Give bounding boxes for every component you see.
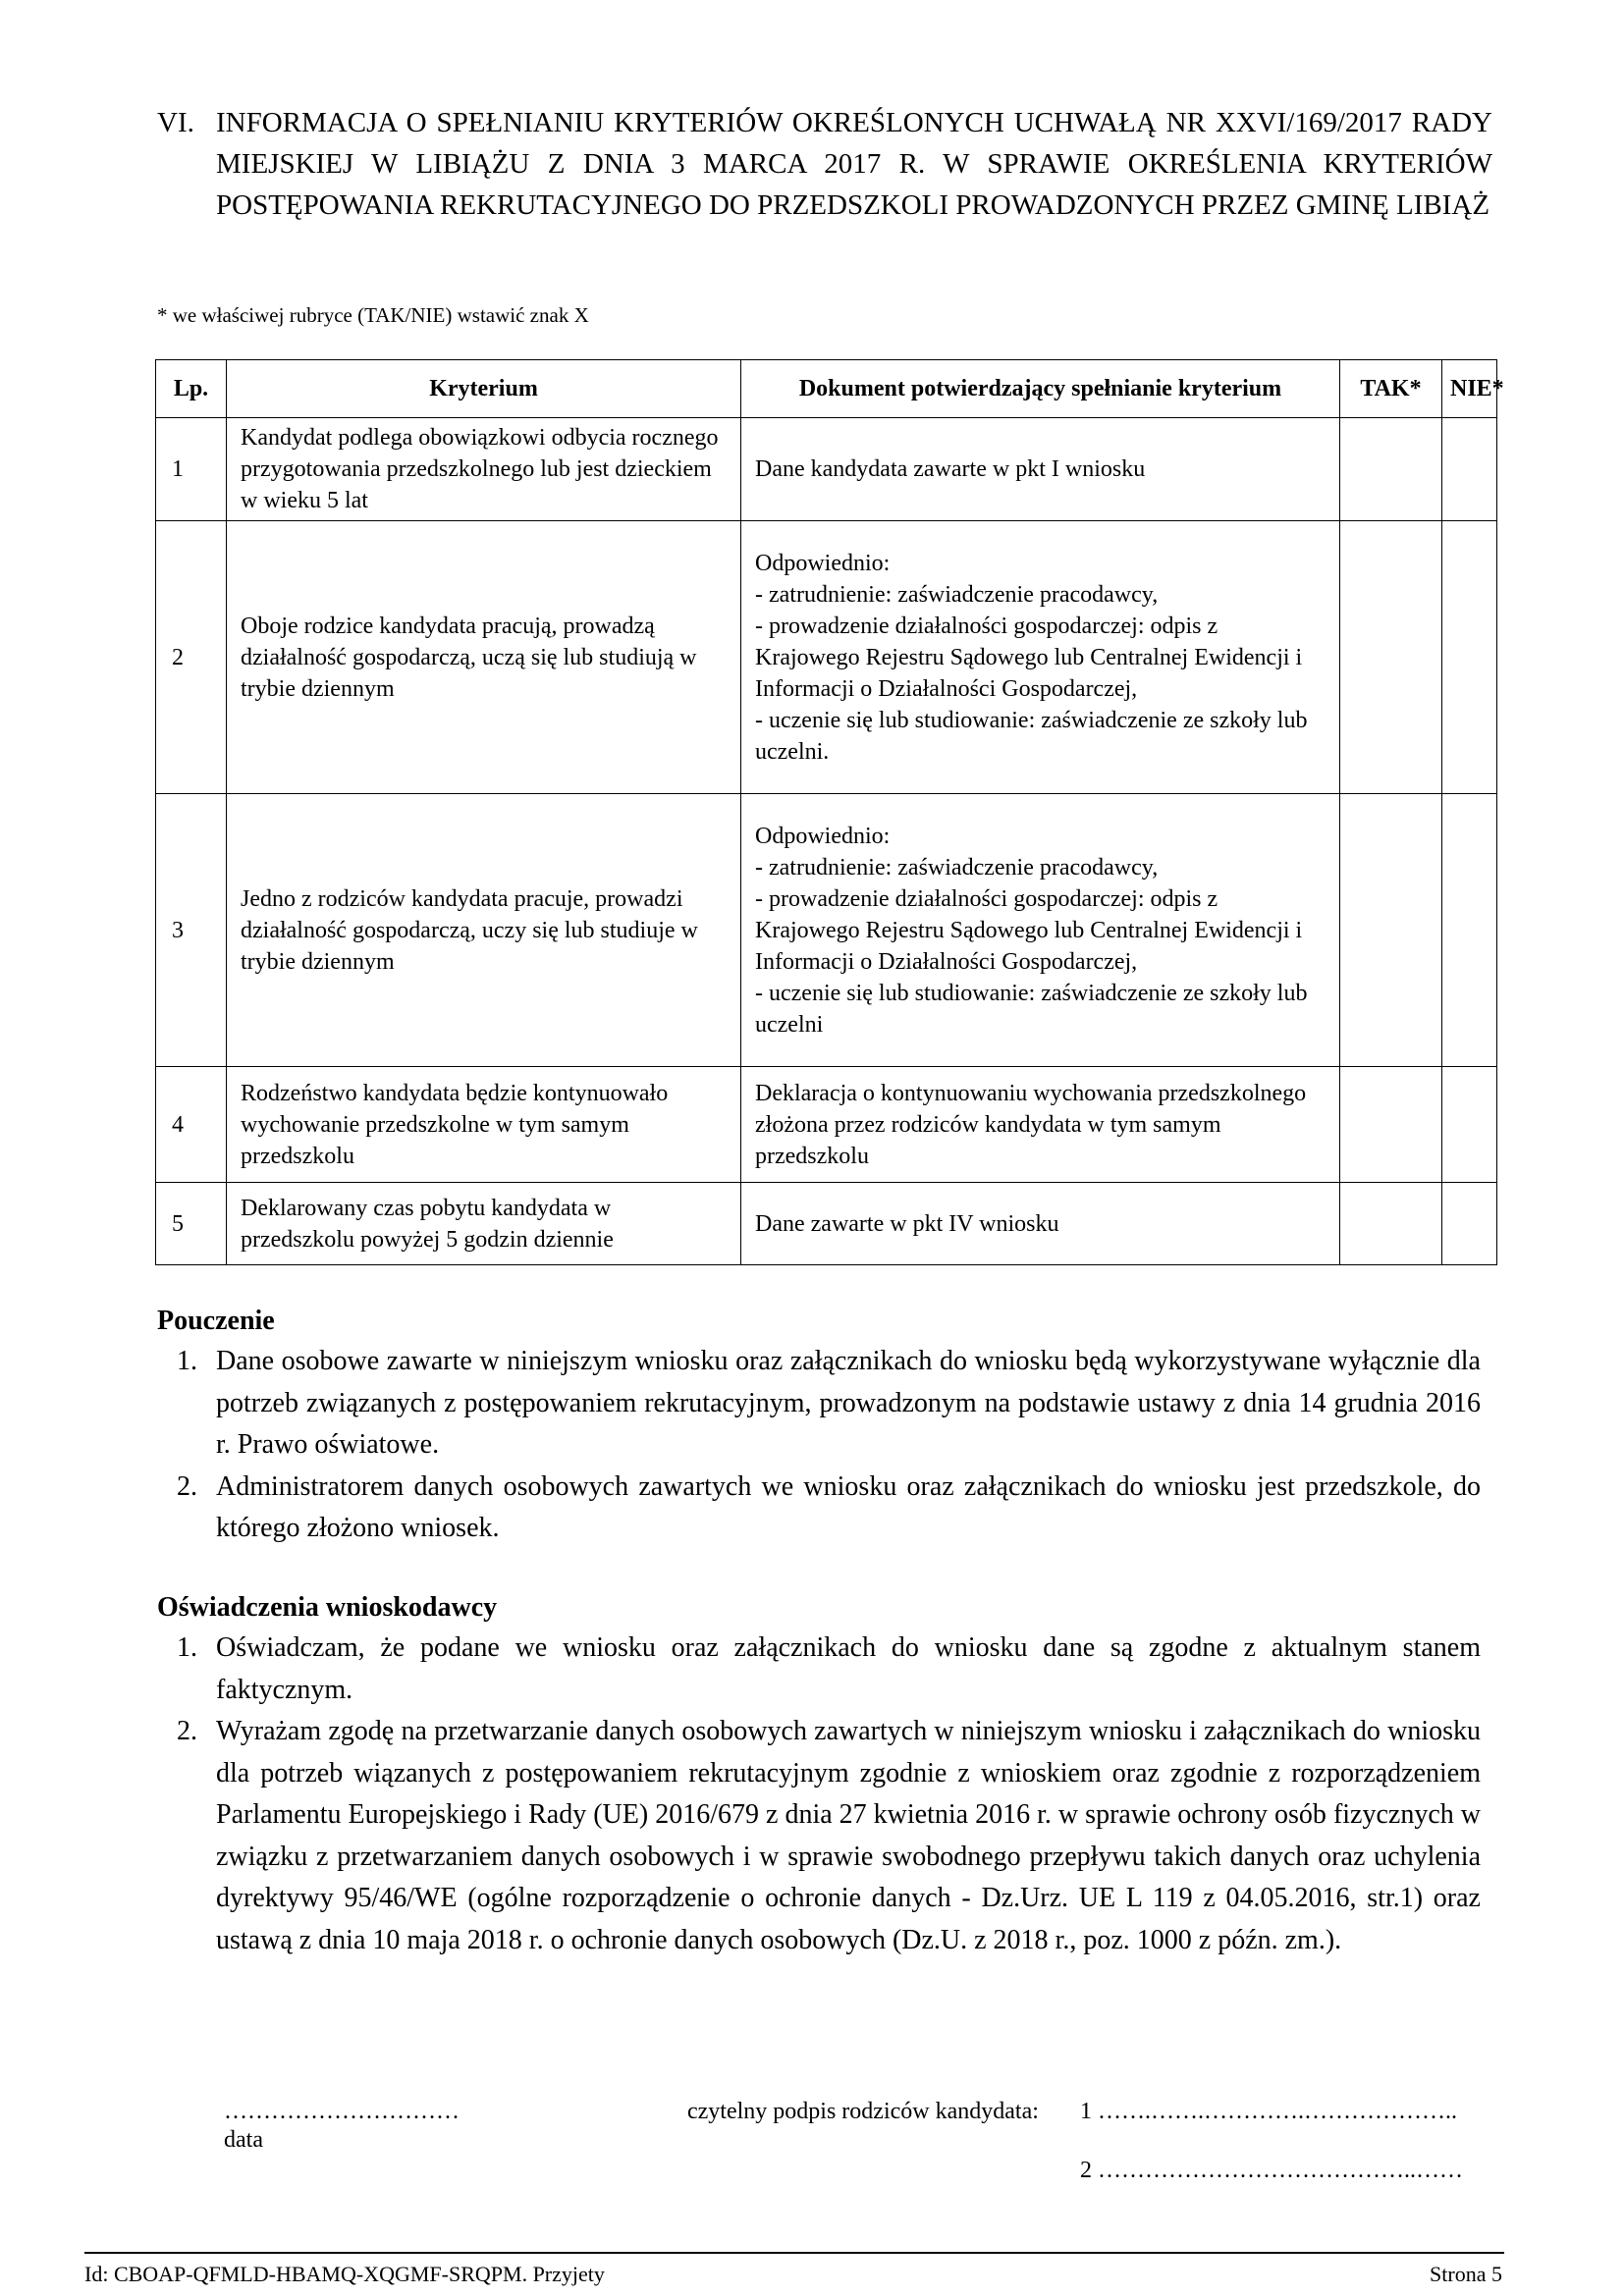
table-header-row — [156, 360, 1497, 418]
row-criterion: Deklarowany czas pobytu kandydata w przedszkolu powyżej 5 godzin dziennie — [227, 1183, 741, 1265]
no-checkbox-cell[interactable] — [1442, 1067, 1497, 1183]
section-header — [157, 102, 1492, 226]
header-lp: Lp. — [156, 360, 227, 418]
no-checkbox-cell[interactable] — [1442, 1183, 1497, 1265]
document-line: - zatrudnienie: zaświadczenie pracodawcy, — [755, 854, 1159, 881]
parent-signature-line-1[interactable]: 1 …….…….………….……………….. — [1080, 2099, 1457, 2124]
yes-checkbox-cell[interactable] — [1340, 1183, 1442, 1265]
header-criterion: Kryterium — [227, 360, 741, 418]
yes-checkbox-cell[interactable] — [1340, 418, 1442, 521]
list-item — [157, 1711, 1481, 1961]
header-yes: TAK* — [1340, 360, 1442, 418]
pouczenie-list — [157, 1341, 1481, 1550]
pouczenie-heading: Pouczenie — [157, 1306, 275, 1336]
no-checkbox-cell[interactable] — [1442, 794, 1497, 1067]
table-row — [156, 1067, 1497, 1183]
document-line: Odpowiednio: — [755, 550, 891, 576]
document-line: - zatrudnienie: zaświadczenie pracodawcy, — [755, 581, 1159, 608]
row-document — [741, 1067, 1340, 1183]
list-item — [157, 1467, 1481, 1550]
oswiadczenia-heading: Oświadczenia wnioskodawcy — [157, 1592, 498, 1623]
row-number: 5 — [156, 1183, 227, 1265]
criteria-table — [155, 359, 1504, 1265]
table-row — [156, 418, 1497, 521]
row-criterion: Kandydat podlega obowiązkowi odbycia rocznego przygotowania przedszkolnego lub jest dzieckiem w wieku 5 lat — [227, 418, 741, 521]
yes-checkbox-cell[interactable] — [1340, 1067, 1442, 1183]
row-document — [741, 418, 1340, 521]
no-checkbox-cell[interactable] — [1442, 521, 1497, 794]
oswiadczenia-list — [157, 1628, 1481, 1961]
list-item-number: 2. — [177, 1470, 197, 1502]
row-number: 3 — [156, 794, 227, 1067]
list-item-number: 1. — [177, 1632, 197, 1663]
header-no: NIE* — [1442, 360, 1497, 418]
document-line: - prowadzenie działalności gospodarczej: odpis z Krajowego Rejestru Sądowego lub Centralnej Ewidencji i Informacji o Działalności Gospodarczej, — [755, 613, 1303, 702]
document-id: Id: CBOAP-QFMLD-HBAMQ-XQGMF-SRQPM. Przyjety — [84, 2262, 605, 2286]
row-criterion: Jedno z rodziców kandydata pracuje, prowadzi działalność gospodarczą, uczy się lub studiuje w trybie dziennym — [227, 794, 741, 1067]
row-criterion: Oboje rodzice kandydata pracują, prowadzą działalność gospodarczą, uczą się lub studiują w trybie dziennym — [227, 521, 741, 794]
row-document — [741, 794, 1340, 1067]
table-row — [156, 1183, 1497, 1265]
row-number: 2 — [156, 521, 227, 794]
document-line: - uczenie się lub studiowanie: zaświadczenie ze szkoły lub uczelni — [755, 980, 1308, 1038]
table-row — [156, 521, 1497, 794]
footer-divider — [84, 2252, 1504, 2254]
signature-label: czytelny podpis rodziców kandydata: — [687, 2099, 1039, 2124]
row-number: 1 — [156, 418, 227, 521]
list-item-text: Dane osobowe zawarte w niniejszym wniosku oraz załącznikach do wniosku będą wykorzystywane wyłącznie dla potrzeb związanych z postępowaniem rekrutacyjnym, prowadzonym na podstawie ustawy z dnia 14 grudnia 2016 r. Prawo oświatowe. — [216, 1346, 1481, 1460]
instruction-note: * we właściwej rubryce (TAK/NIE) wstawić znak X — [157, 303, 589, 327]
document-line: Deklaracja o kontynuowaniu wychowania przedszkolnego złożona przez rodziców kandydata w tym samym przedszkolu — [755, 1080, 1307, 1169]
list-item-number: 2. — [177, 1716, 197, 1746]
table-row — [156, 794, 1497, 1067]
parent-signature-line-2[interactable]: 2 …………………………………..…… — [1080, 2158, 1463, 2183]
list-item-text: Wyrażam zgodę na przetwarzanie danych osobowych zawartych w niniejszym wniosku i załącznikach do wniosku dla potrzeb wiązanych z postępowaniem rekrutacyjnym zgodnie z wnioskiem oraz zgodnie z rozporządzeniem Parlamentu Europejskiego i Rady (UE) 2016/679 z dnia 27 kwietnia 2016 r. w sprawie ochrony osób fizycznych w związku z przetwarzaniem danych osobowych i w sprawie swobodnego przepływu takich danych oraz uchylenia dyrektywy 95/46/WE (ogólne rozporządzenie o ochronie danych - Dz.Urz. UE L 119 z 04.05.2016, str.1) oraz ustawą z dnia 10 maja 2018 r. o ochronie danych osobowych (Dz.U. z 2018 r., poz. 1000 z późn. zm.). — [216, 1716, 1481, 1955]
document-line: - prowadzenie działalności gospodarczej: odpis z Krajowego Rejestru Sądowego lub Centralnej Ewidencji i Informacji o Działalności Gospodarczej, — [755, 885, 1303, 975]
row-document — [741, 521, 1340, 794]
section-title: INFORMACJA O SPEŁNIANIU KRYTERIÓW OKREŚLONYCH UCHWAŁĄ NR XXVI/169/2017 RADY MIEJSKIEJ W LIBIĄŻU Z DNIA 3 MARCA 2017 R. W SPRAWIE OKREŚLENIA KRYTERIÓW POSTĘPOWANIA REKRUTACYJNEGO DO PRZEDSZKOLI PROWADZONYCH PRZEZ GMINĘ LIBIĄŻ — [216, 107, 1492, 221]
document-line: - uczenie się lub studiowanie: zaświadczenie ze szkoły lub uczelni. — [755, 707, 1308, 765]
row-criterion: Rodzeństwo kandydata będzie kontynuowało wychowanie przedszkolne w tym samym przedszkolu — [227, 1067, 741, 1183]
yes-checkbox-cell[interactable] — [1340, 794, 1442, 1067]
list-item-number: 1. — [177, 1346, 197, 1376]
date-label: data — [224, 2127, 263, 2153]
yes-checkbox-cell[interactable] — [1340, 521, 1442, 794]
section-number: VI. — [157, 107, 194, 138]
document-line: Odpowiednio: — [755, 823, 891, 849]
list-item — [157, 1341, 1481, 1467]
document-line: Dane kandydata zawarte w pkt I wniosku — [755, 456, 1146, 482]
row-document — [741, 1183, 1340, 1265]
list-item-text: Administratorem danych osobowych zawartych we wniosku oraz załącznikach do wniosku jest przedszkole, do którego złożono wniosek. — [216, 1470, 1481, 1543]
page-number: Strona 5 — [1430, 2262, 1502, 2286]
list-item — [157, 1628, 1481, 1711]
header-document: Dokument potwierdzający spełnianie kryterium — [741, 360, 1340, 418]
list-item-text: Oświadczam, że podane we wniosku oraz załącznikach do wniosku dane są zgodne z aktualnym stanem faktycznym. — [216, 1632, 1481, 1705]
no-checkbox-cell[interactable] — [1442, 418, 1497, 521]
date-signature-line[interactable]: ………………………… — [224, 2099, 460, 2124]
document-line: Dane zawarte w pkt IV wniosku — [755, 1210, 1059, 1237]
row-number: 4 — [156, 1067, 227, 1183]
